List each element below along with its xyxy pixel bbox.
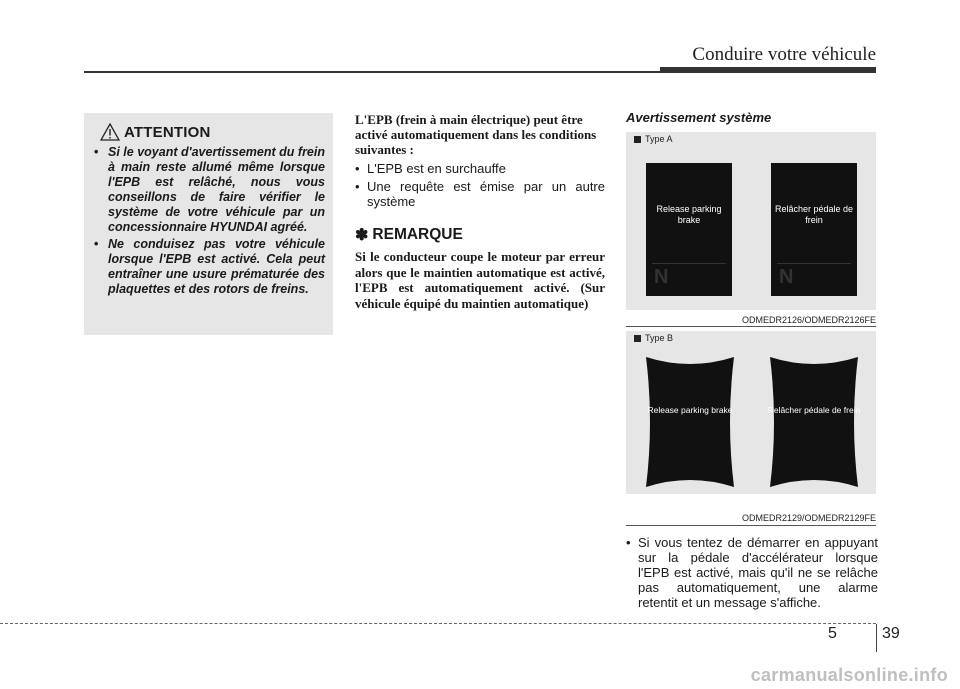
page-header-title: Conduire votre véhicule <box>692 44 876 65</box>
epb-condition-item: • L'EPB est en surchauffe <box>355 161 605 176</box>
header-rule-accent <box>660 67 876 73</box>
cluster-display-french <box>766 353 862 491</box>
start-attempt-note <box>626 535 878 610</box>
note-asterisk-icon: ✽ <box>355 227 369 244</box>
note-title: REMARQUE <box>372 226 463 243</box>
gear-indicator <box>652 263 726 290</box>
display-message: Release parking brake <box>647 405 733 415</box>
figure-label-text: Type B <box>645 333 674 343</box>
footer-rule <box>0 623 876 624</box>
figure-label-text: Type A <box>645 134 673 144</box>
figure-code: ODMEDR2129/ODMEDR2129FE <box>741 513 876 523</box>
page-number-separator <box>876 624 877 652</box>
note-header <box>355 225 605 245</box>
system-warning-title: Avertissement système <box>626 110 772 125</box>
display-message: Release parking brake <box>656 203 722 225</box>
cluster-display-french <box>771 163 857 296</box>
note-text: Si le conducteur coupe le moteur par erreur alors que le maintien automatique est activé, l'EPB est automatiquement activé. (Sur véhicule équipé du maintien automatique) <box>355 249 605 311</box>
start-attempt-item: • Si vous tentez de démarrer en appuyant sur la pédale d'accélérateur lorsque l'EPB est activé, mais qu'il ne se relâche pas automatiquement, une alarme retentit et un message s'affiche. <box>626 535 878 610</box>
square-bullet-icon <box>634 136 641 143</box>
figure-type-a <box>626 132 876 310</box>
figure-rule <box>626 326 876 327</box>
caution-list <box>92 145 325 297</box>
figure-type-b <box>626 331 876 494</box>
epb-condition-item: • Une requête est émise par un autre système <box>355 179 605 209</box>
caution-header <box>92 123 325 141</box>
figure-rule <box>626 525 876 526</box>
gear-indicator-text: N <box>779 265 794 288</box>
cluster-display-english <box>642 353 738 491</box>
watermark: carmanualsonline.info <box>750 665 948 685</box>
gear-indicator <box>777 263 851 290</box>
figure-label <box>634 134 673 144</box>
figure-label <box>634 333 673 343</box>
page-number: 39 <box>882 625 900 642</box>
warning-triangle-icon <box>100 123 120 141</box>
display-message: Relâcher pédale de frein <box>774 203 854 225</box>
chapter-number: 5 <box>828 625 837 642</box>
column-2 <box>355 112 605 311</box>
epb-intro: L'EPB (frein à main électrique) peut être activé automatiquement dans les conditions suivantes : <box>355 112 597 157</box>
caution-item: • Ne conduisez pas votre véhicule lorsque l'EPB est activé. Cela peut entraîner une usure prématurée des plaquettes et des rotors de freins. <box>92 237 325 297</box>
display-message: Relâcher pédale de frein <box>767 405 861 415</box>
cluster-display-english <box>646 163 732 296</box>
caution-title: ATTENTION <box>124 123 211 141</box>
cluster-shape-icon <box>766 353 862 491</box>
square-bullet-icon <box>634 335 641 342</box>
caution-box <box>84 113 333 335</box>
caution-item: • Si le voyant d'avertissement du frein à main reste allumé même lorsque l'EPB est relâché, nous vous conseillons de faire vérifier le système de votre véhicule par un concessionnaire HYUNDAI agréé. <box>92 145 325 235</box>
start-attempt-list <box>626 535 878 610</box>
epb-conditions-list <box>355 161 605 209</box>
cluster-shape-icon <box>642 353 738 491</box>
figure-code: ODMEDR2126/ODMEDR2126FE <box>741 315 876 325</box>
gear-indicator-text: N <box>654 265 669 288</box>
